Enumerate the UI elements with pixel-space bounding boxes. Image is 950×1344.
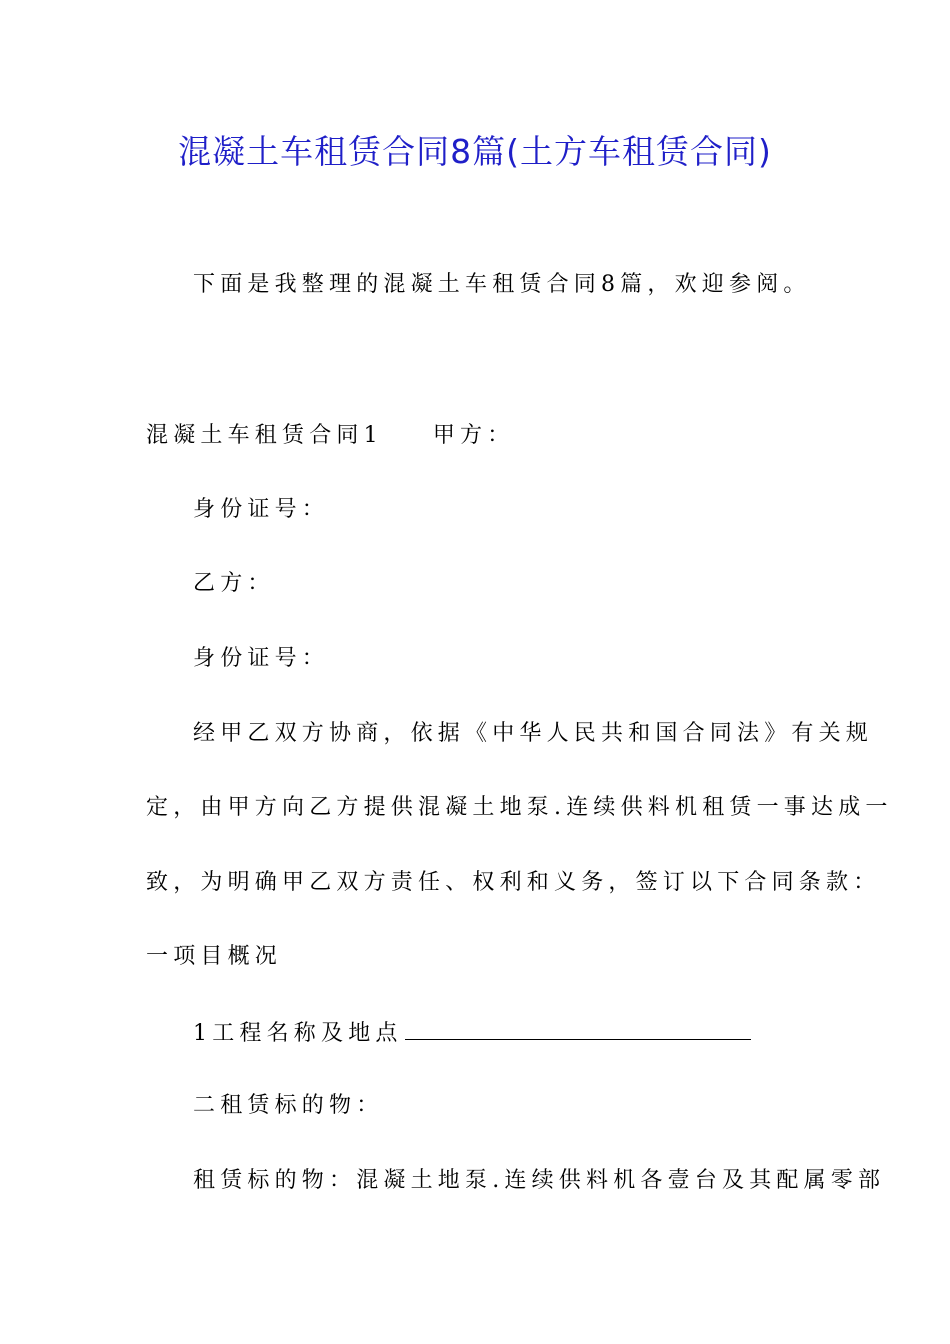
section-heading: 混凝土车租赁合同1 — [146, 423, 383, 448]
paragraph-line: 定，由甲方向乙方提供混凝土地泵.连续供料机租赁一事达成一 — [146, 795, 893, 820]
fill-in-blank — [405, 1017, 751, 1040]
party-b-label: 乙方： — [193, 571, 275, 596]
section-heading-line — [146, 421, 514, 451]
clause-text: 租赁标的物：混凝土地泵.连续供料机各壹台及其配属零部 — [193, 1168, 886, 1193]
clause-item-label: 1工程名称及地点 — [193, 1021, 403, 1046]
paragraph-line: 致，为明确甲乙双方责任、权利和义务，签订以下合同条款： — [146, 870, 881, 895]
paragraph-line: 经甲乙双方协商，依据《中华人民共和国合同法》有关规 — [193, 721, 874, 746]
clause-item-line — [193, 1017, 751, 1049]
document-title: 混凝土车租赁合同8篇(土方车租赁合同) — [178, 132, 772, 171]
clause-heading: 一项目概况 — [146, 944, 283, 969]
clause-heading: 二租赁标的物： — [193, 1093, 384, 1118]
party-a-label: 甲方： — [432, 423, 515, 448]
intro-paragraph: 下面是我整理的混凝土车租赁合同8篇，欢迎参阅。 — [193, 272, 811, 297]
party-a-id-label: 身份证号： — [193, 497, 330, 522]
party-b-id-label: 身份证号： — [193, 646, 330, 671]
